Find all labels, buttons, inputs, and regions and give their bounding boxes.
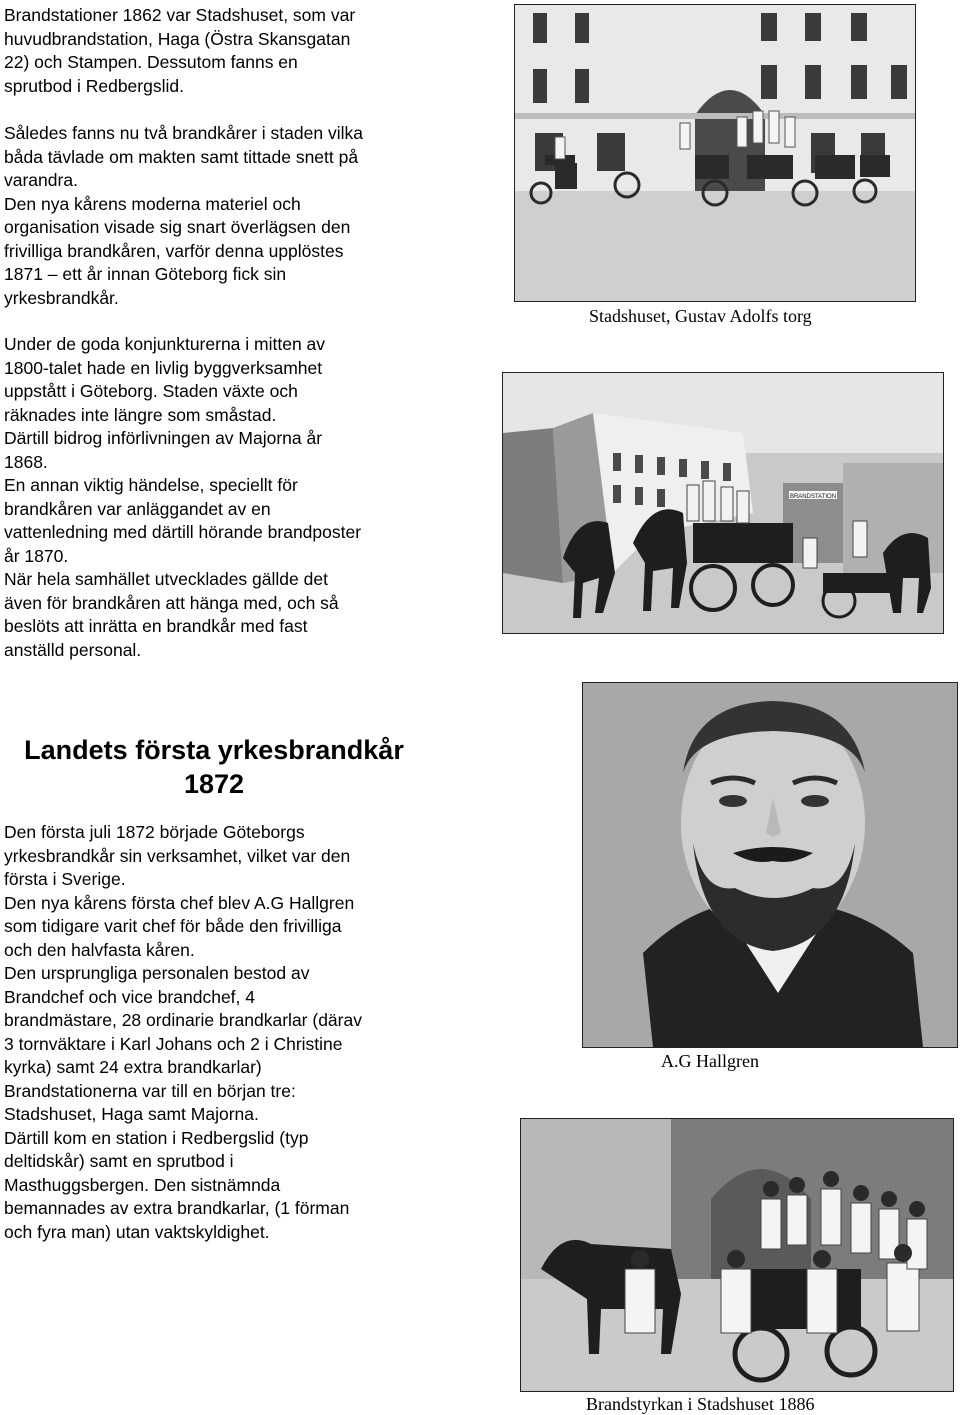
photo-brandstyrkan-1886: [520, 1118, 954, 1392]
text-line: som tidigare varit chef för både den frivilliga: [4, 916, 342, 936]
paragraph-boom-years: [4, 333, 361, 662]
brandstyrkan-illustration: [521, 1119, 953, 1391]
text-line: Masthuggsbergen. Den sistnämnda: [4, 1174, 281, 1195]
text-line: båda tävlade om makten samt tittade snett på: [4, 146, 359, 167]
text-line: organisation visade sig snart överlägsen den: [4, 217, 351, 237]
text-line: brandkåren var anläggandet av en: [4, 498, 271, 519]
text-line: deltidskår) samt en sprutbod i: [4, 1151, 234, 1171]
street-illustration: [503, 373, 943, 633]
text-line: Den första juli 1872 började Göteborgs: [4, 822, 305, 842]
text-line: år 1870.: [4, 545, 69, 566]
text-line: vattenledning med därtill hörande brandposter: [4, 522, 362, 542]
photo-portrait-hallgren: [582, 682, 958, 1048]
caption-hallgren: A.G Hallgren: [661, 1051, 759, 1071]
text-line: huvudbrandstation, Haga (Östra Skansgatan: [4, 28, 351, 49]
text-line: Därtill kom en station i Redbergslid (typ: [4, 1127, 309, 1148]
text-line: Således fanns nu två brandkårer i staden vilka: [4, 123, 363, 143]
text-line: Den nya kårens första chef blev A.G Hallgren: [4, 892, 355, 913]
text-line: yrkesbrandkår sin verksamhet, vilket var den: [4, 845, 351, 866]
text-line: 1868.: [4, 451, 48, 472]
text-line: anställd personal.: [4, 639, 142, 660]
paragraph-fire-stations-1862: [4, 4, 355, 98]
text-line: yrkesbrandkår.: [4, 287, 119, 308]
text-line: 1800-talet hade en livlig byggverksamhet: [4, 357, 323, 378]
text-line: När hela samhället utvecklades gällde det: [4, 569, 328, 589]
photo-stadshuset: [514, 4, 916, 302]
stadshuset-illustration: [515, 5, 915, 301]
portrait-illustration: [583, 683, 957, 1047]
text-line: Den ursprungliga personalen bestod av: [4, 963, 310, 983]
text-line: räknades inte längre som småstad.: [4, 404, 277, 425]
brandstation-sign: BRANDSTATION: [789, 494, 837, 500]
section-heading: [4, 733, 424, 801]
text-line: beslöts att inrätta en brandkår med fast: [4, 616, 308, 636]
caption-brandstyrkan: Brandstyrkan i Stadshuset 1886: [586, 1394, 815, 1414]
paragraph-first-professional-brigade: [4, 821, 362, 1244]
text-line: och den halvfasta kåren.: [4, 939, 195, 960]
text-line: även för brandkåren att hänga med, och så: [4, 592, 339, 613]
heading-title: Landets första yrkesbrandkår: [24, 735, 404, 765]
text-line: uppstått i Göteborg. Staden växte och: [4, 381, 298, 401]
text-line: bemannades av extra brandkarlar, (1 förman: [4, 1198, 350, 1218]
text-line: 3 tornväktare i Karl Johans och 2 i Christine: [4, 1033, 343, 1054]
text-line: sprutbod i Redbergslid.: [4, 75, 184, 96]
text-line: Brandstationer 1862 var Stadshuset, som var: [4, 5, 356, 25]
text-line: första i Sverige.: [4, 869, 126, 889]
text-line: kyrka) samt 24 extra brandkarlar): [4, 1057, 262, 1077]
text-line: Brandchef och vice brandchef, 4: [4, 986, 255, 1007]
text-line: En annan viktig händelse, speciellt för: [4, 475, 298, 495]
text-line: Den nya kårens moderna materiel och: [4, 193, 301, 214]
text-line: 1871 – ett år innan Göteborg fick sin: [4, 264, 287, 284]
caption-stadshuset: Stadshuset, Gustav Adolfs torg: [589, 306, 812, 326]
text-line: Därtill bidrog införlivningen av Majorna år: [4, 428, 323, 448]
text-line: Brandstationerna var till en början tre:: [4, 1080, 296, 1101]
heading-year: 1872: [183, 769, 245, 799]
text-line: 22) och Stampen. Dessutom fanns en: [4, 52, 298, 72]
text-line: Stadshuset, Haga samt Majorna.: [4, 1104, 259, 1124]
text-line: Under de goda konjunkturerna i mitten av: [4, 334, 326, 354]
text-line: frivilliga brandkåren, varför denna upplöstes: [4, 240, 344, 261]
text-line: och fyra man) utan vaktskyldighet.: [4, 1221, 270, 1242]
text-line: varandra.: [4, 170, 78, 190]
paragraph-two-fire-brigades: [4, 122, 363, 310]
text-line: brandmästare, 28 ordinarie brandkarlar (därav: [4, 1010, 362, 1030]
photo-fire-engines-street: [502, 372, 944, 634]
